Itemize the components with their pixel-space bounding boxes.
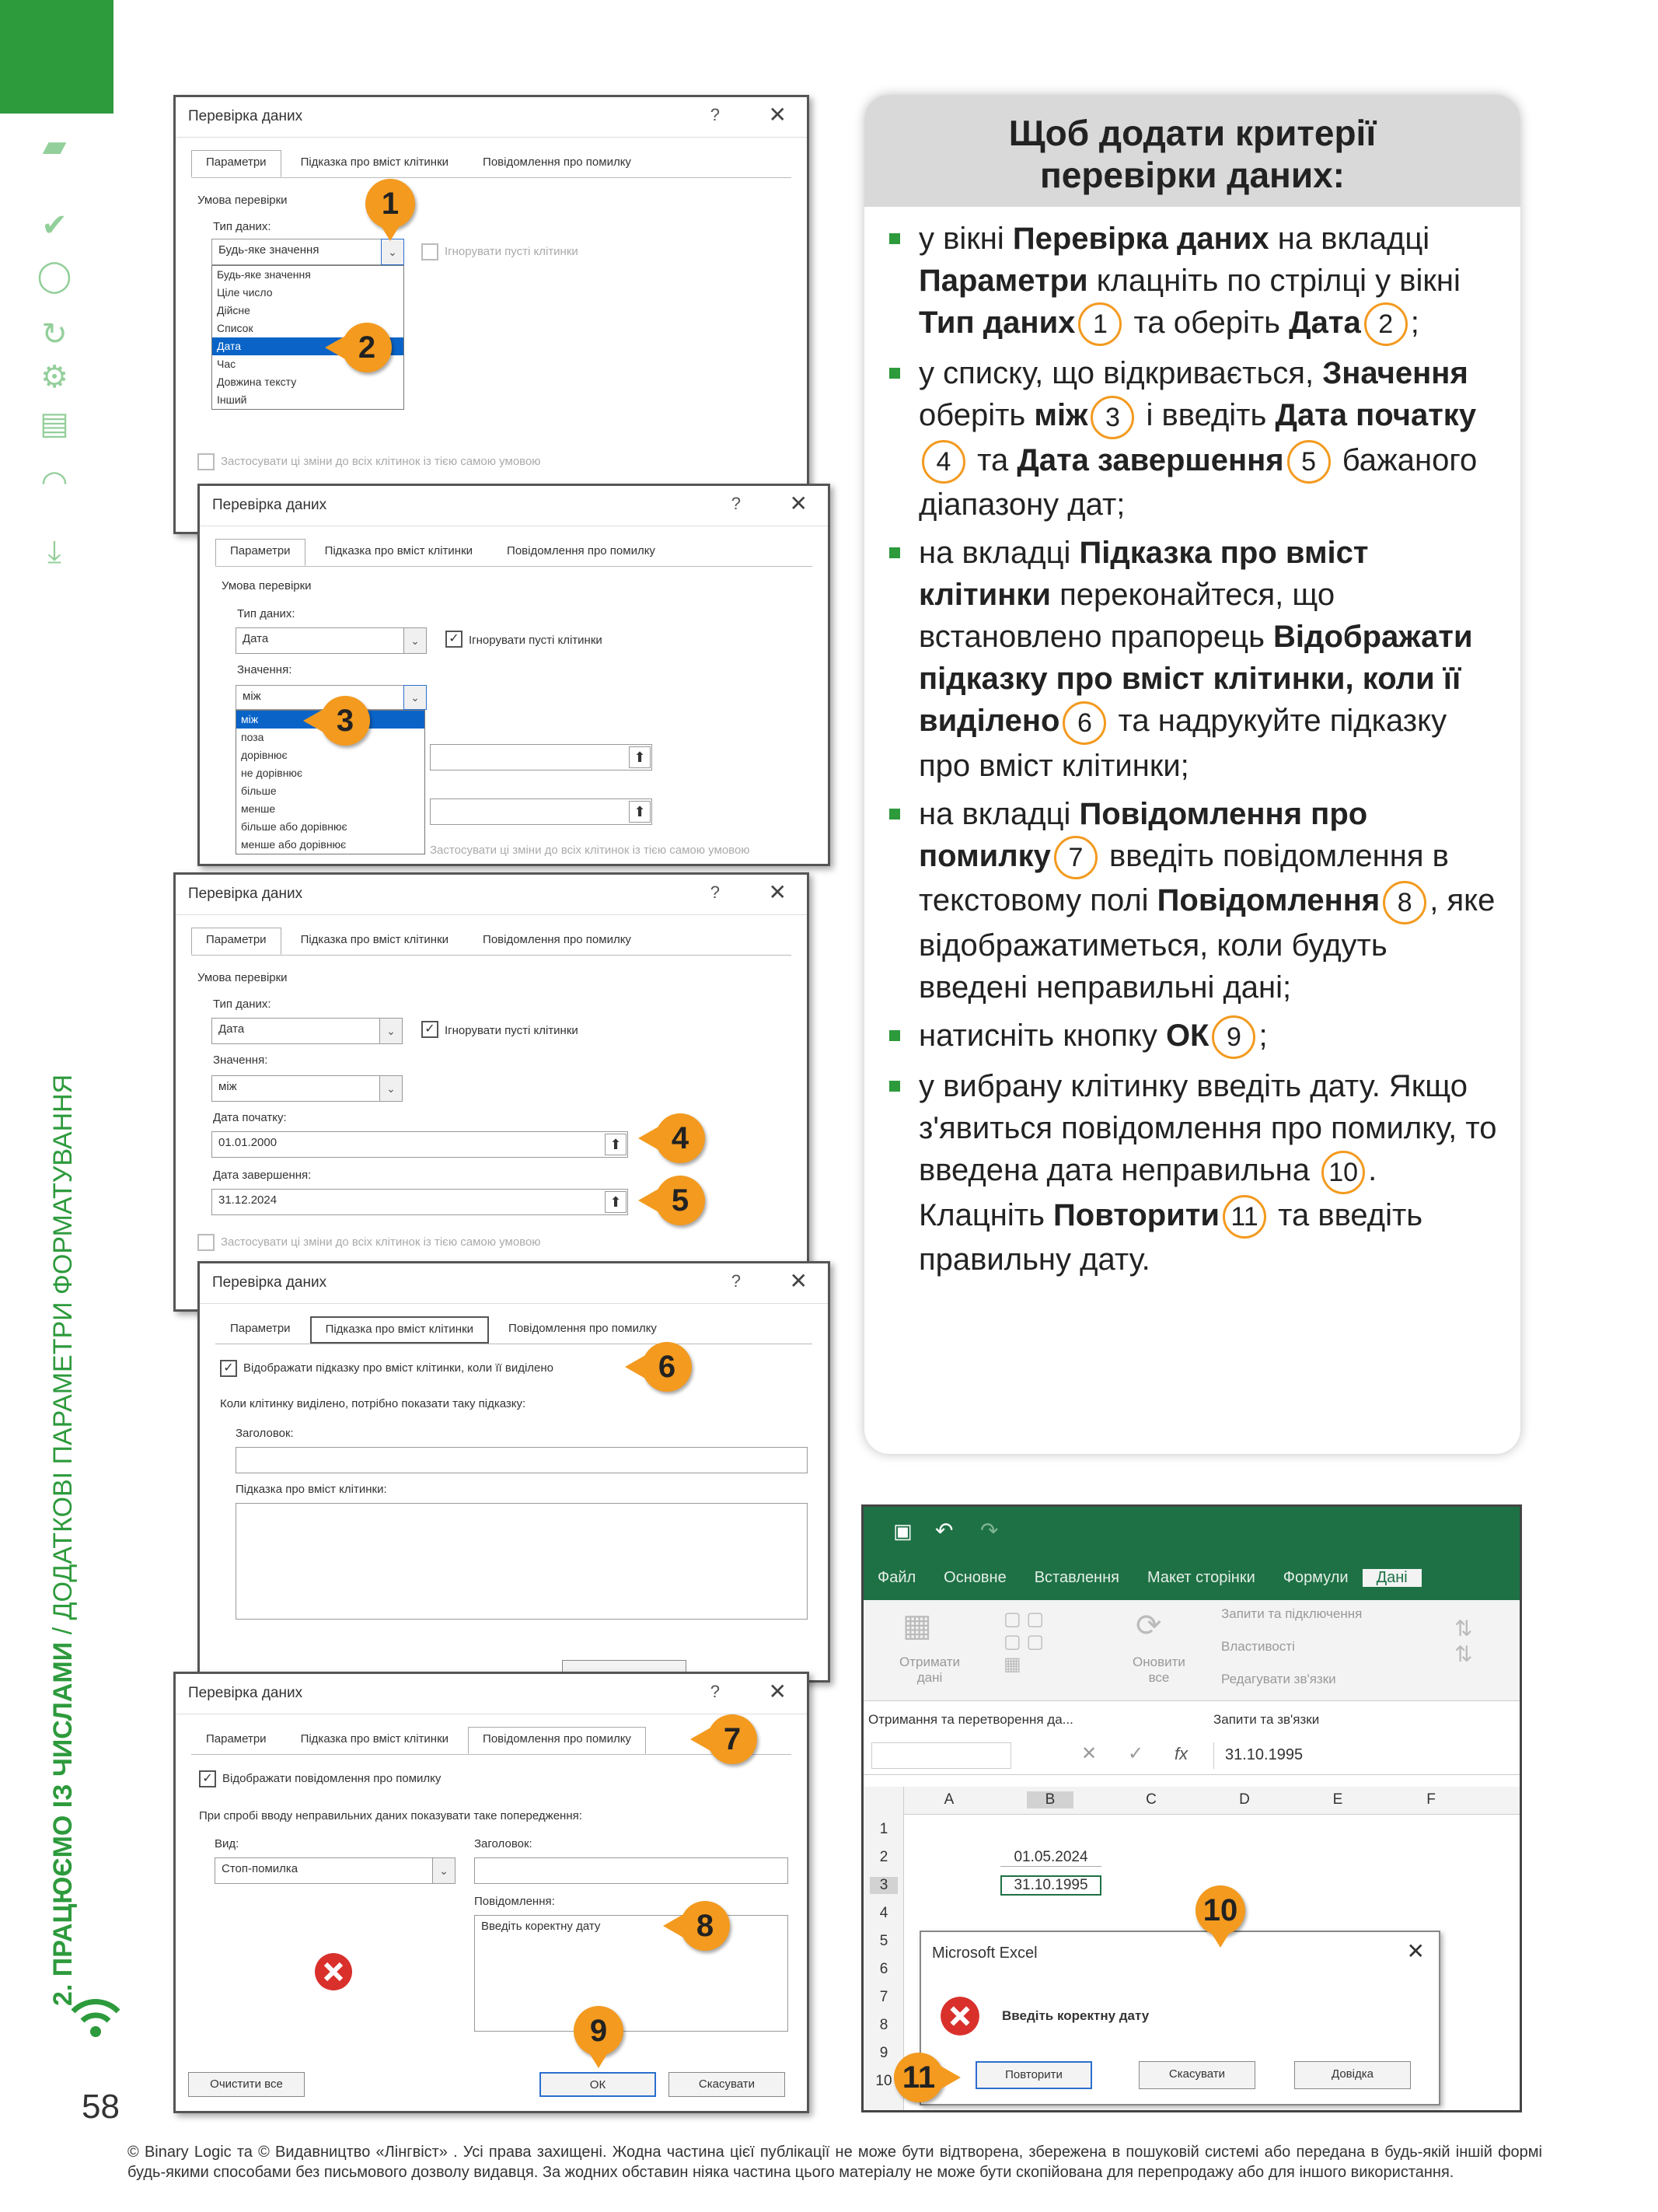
retry-button[interactable]: Повторити	[976, 2061, 1092, 2089]
step-number: 9	[1212, 1015, 1255, 1059]
list-item: у вибрану клітинку введіть дату. Якщо з'явиться повідомлення про помилку, то введена дата неправильна 10 . Клацніть Повторити 11 та введіть правильну дату.	[888, 1065, 1497, 1281]
excel-window	[861, 1504, 1522, 2112]
group-get-transform: Отримання та перетворення да...	[868, 1712, 1073, 1727]
hint-heading-input[interactable]	[236, 1447, 808, 1473]
dialog-title: Перевірка даних	[212, 1274, 327, 1291]
list-item[interactable]: Дійсне	[217, 304, 250, 316]
get-data-button[interactable]: Отримати дані	[899, 1655, 960, 1685]
formula-input[interactable]: 31.10.1995	[1213, 1742, 1517, 1769]
show-hint-checkbox[interactable]: ✓	[220, 1360, 237, 1377]
help-icon[interactable]: ?	[710, 1682, 720, 1701]
range-select-icon[interactable]: ⬆	[605, 1191, 627, 1213]
column-f[interactable]: F	[1426, 1791, 1436, 1808]
list-item[interactable]: менше або дорівнює	[241, 838, 347, 851]
instruction-list	[888, 218, 1497, 1287]
list-item: натисніть кнопку ОК 9 ;	[888, 1015, 1497, 1059]
help-icon[interactable]: ?	[710, 882, 720, 902]
apply-all-checkbox[interactable]	[197, 453, 215, 470]
list-item: на вкладці Повідомлення про помилку 7 введіть повідомлення в текстовому полі Повідомлення 8 , яке відображатиметься, коли будуть введені неправильні дані;	[888, 793, 1497, 1008]
badge-10: 10	[1196, 1885, 1245, 1935]
start-date-field[interactable]: 01.01.2000	[211, 1131, 628, 1158]
save-icon[interactable]: ▣	[893, 1519, 913, 1543]
data-type-select[interactable]: Дата	[211, 1018, 401, 1044]
tab-data[interactable]: Дані	[1363, 1569, 1422, 1587]
column-b[interactable]: B	[1027, 1791, 1073, 1808]
error-heading-input[interactable]	[474, 1857, 788, 1884]
check-icon: ✔	[41, 208, 68, 243]
help-icon[interactable]: ?	[731, 494, 741, 513]
instructions-panel	[864, 95, 1520, 1454]
data-type-select[interactable]: Будь-яке значення	[211, 239, 390, 265]
list-item[interactable]: більше або дорівнює	[241, 820, 347, 833]
badge-1: 1	[365, 179, 415, 229]
values-select[interactable]: між	[211, 1075, 401, 1102]
list-item[interactable]: Довжина тексту	[217, 376, 297, 388]
tab-params[interactable]: Параметри	[206, 1732, 267, 1745]
list-item-selected[interactable]: Дата	[212, 337, 403, 355]
tab-home[interactable]: Основне	[944, 1569, 1007, 1586]
tab-file[interactable]: Файл	[878, 1569, 916, 1586]
get-data-icon[interactable]: ▦	[902, 1609, 932, 1643]
download-icon: ⤓	[47, 535, 61, 569]
values-label: Значення:	[213, 1054, 268, 1067]
fx-icon[interactable]: fx	[1175, 1744, 1189, 1763]
section-label: 2. ПРАЦЮЄМО ІЗ ЧИСЛАМИ / ДОДАТКОВІ ПАРАМЕТРИ ФОРМАТУВАННЯ	[48, 1074, 78, 2006]
message-label: Повідомлення:	[474, 1895, 555, 1908]
excel-titlebar	[864, 1507, 1520, 1616]
redo-icon[interactable]: ↷	[980, 1518, 999, 1543]
list-item[interactable]: поза	[241, 731, 264, 743]
panel-title: Щоб додати критерії перевірки даних:	[864, 95, 1520, 207]
gear-icon: ⚙	[40, 360, 68, 394]
values-label: Значення:	[237, 663, 292, 676]
ignore-blank-label: Ігнорувати пусті клітинки	[469, 634, 602, 647]
properties-button[interactable]: Властивості	[1221, 1639, 1295, 1654]
tab-params[interactable]: Параметри	[230, 1322, 291, 1335]
tab-hint[interactable]: Підказка про вміст клітинки	[310, 1316, 489, 1344]
dropdown-arrow-icon[interactable]: ⌄	[381, 239, 404, 265]
step-number: 1	[1078, 302, 1122, 346]
range-select-icon[interactable]: ⬆	[605, 1134, 627, 1155]
ok-button[interactable]: ОК	[539, 2072, 656, 2097]
dropdown-arrow-icon[interactable]: ⌄	[432, 1857, 456, 1884]
tab-hint[interactable]: Підказка про вміст клітинки	[324, 544, 473, 557]
book-icon: ▰	[42, 129, 67, 163]
ignore-blank-checkbox[interactable]: ✓	[445, 631, 462, 648]
row-number[interactable]: 8	[879, 2017, 888, 2033]
dialog-1	[173, 95, 809, 534]
group-queries: Запити та зв'язки	[1213, 1712, 1320, 1727]
list-item[interactable]: Список	[217, 322, 253, 334]
close-icon[interactable]: ✕	[1406, 1939, 1425, 1963]
help-button[interactable]: Довідка	[1294, 2061, 1411, 2089]
row-number[interactable]: 2	[879, 1849, 888, 1865]
end-date-field[interactable]: 31.12.2024	[211, 1189, 628, 1215]
tab-error[interactable]: Повідомлення про помилку	[508, 1322, 657, 1335]
dialog-4	[197, 1261, 830, 1683]
row-number[interactable]: 7	[879, 1989, 888, 2005]
cancel-button[interactable]: Скасувати	[1139, 2061, 1255, 2089]
tab-params[interactable]: Параметри	[215, 539, 305, 566]
end-date-field[interactable]	[430, 798, 652, 825]
dialog-2	[197, 484, 830, 866]
dropdown-arrow-icon[interactable]: ⌄	[403, 685, 427, 710]
close-icon[interactable]: ✕	[768, 103, 787, 127]
close-icon[interactable]: ✕	[768, 880, 787, 904]
msg-title: Microsoft Excel	[932, 1945, 1038, 1962]
ignore-blank-checkbox[interactable]: ✓	[421, 1021, 438, 1038]
cancel-button[interactable]: Скасувати	[668, 2072, 785, 2097]
range-select-icon[interactable]: ⬆	[629, 746, 651, 768]
dialog-title: Перевірка даних	[188, 108, 303, 124]
queries-button[interactable]: Запити та підключення	[1221, 1606, 1363, 1621]
tab-hint[interactable]: Підказка про вміст клітинки	[300, 156, 449, 169]
show-error-checkbox[interactable]: ✓	[199, 1770, 216, 1787]
step-number: 10	[1321, 1151, 1365, 1194]
help-icon[interactable]: ?	[731, 1271, 741, 1291]
step-number: 3	[1091, 396, 1134, 439]
badge-6: 6	[642, 1342, 692, 1392]
tab-error[interactable]: Повідомлення про помилку	[483, 156, 631, 169]
dialog-title: Перевірка даних	[188, 1685, 303, 1701]
ignore-blank-label: Ігнорувати пусті клітинки	[445, 245, 578, 258]
step-number: 6	[1063, 701, 1106, 745]
badge-11: 11	[894, 2053, 944, 2102]
confirm-icon[interactable]: ✓	[1128, 1743, 1144, 1764]
copyright-footer: © Binary Logic та © Видавництво «Лінгвіст» . Усі права захищені. Жодна частина цієї публікації не може бути відтворена, збережена в пошуковій системі або передана в будь-якій іншій формі будь-якими способами без письмового дозволу видавця. За жодних обставин ніяка частина цього матеріалу не може бути скопійована для перепродажу або для іншого використання.	[127, 2144, 1542, 2181]
help-icon[interactable]: ?	[710, 105, 720, 124]
column-a[interactable]: A	[944, 1791, 955, 1808]
data-type-label: Тип даних:	[237, 607, 295, 620]
apply-all-checkbox[interactable]	[197, 1234, 215, 1251]
apply-all-label: Застосувати ці зміни до всіх клітинок із тією самою умовою	[221, 455, 541, 468]
close-icon[interactable]: ✕	[768, 1679, 787, 1704]
values-select[interactable]: між	[236, 685, 425, 710]
badge-2: 2	[342, 323, 392, 372]
badge-9: 9	[574, 2006, 623, 2056]
apply-all-label: Застосувати ці зміни до всіх клітинок із тією самою умовою	[221, 1235, 541, 1249]
list-item[interactable]: менше	[241, 802, 276, 815]
close-icon[interactable]: ✕	[789, 491, 808, 515]
tab-layout[interactable]: Макет сторінки	[1147, 1569, 1255, 1586]
ribbon	[864, 1600, 1520, 1701]
clear-all-button[interactable]: Очистити все	[188, 2072, 305, 2097]
list-item: у списку, що відкривається, Значення оберіть між 3 і введіть Дата початку4 та Дата завершення 5 бажаного діапазону дат;	[888, 352, 1497, 526]
tab-error[interactable]: Повідомлення про помилку	[507, 544, 655, 557]
badge-7: 7	[707, 1714, 757, 1764]
refresh-icon[interactable]: ⟳	[1136, 1609, 1162, 1643]
refresh-all-button[interactable]: Оновити все	[1133, 1655, 1185, 1685]
row-number[interactable]: 5	[879, 1933, 888, 1949]
list-item[interactable]: Ціле число	[217, 286, 273, 299]
bulb-icon: ◯	[37, 259, 72, 293]
criteria-label: Умова перевірки	[222, 579, 312, 592]
hint-text-label: Підказка про вміст клітинки:	[236, 1483, 387, 1496]
sort-icon[interactable]: ⇅ ⇅	[1454, 1616, 1473, 1666]
cell-b2[interactable]: 01.05.2024	[1000, 1849, 1101, 1867]
list-item[interactable]: дорівнює	[241, 749, 288, 761]
list-item: у вікні Перевірка даних на вкладці Параметри клацніть по стрілці у вікні Тип даних 1 та оберіть Дата 2 ;	[888, 218, 1497, 346]
tab-params[interactable]: Параметри	[191, 150, 281, 177]
row-number[interactable]: 1	[879, 1821, 888, 1837]
tab-params[interactable]: Параметри	[191, 928, 281, 955]
error-icon	[938, 1994, 982, 2038]
document-icon: ▤	[40, 407, 69, 441]
step-number: 11	[1223, 1195, 1266, 1239]
page-number: 58	[82, 2088, 120, 2126]
badge-5: 5	[655, 1176, 705, 1225]
step-number: 8	[1383, 881, 1426, 924]
step-number: 2	[1364, 302, 1408, 346]
apply-all-label: Застосувати ці зміни до всіх клітинок із тією самою умовою	[430, 844, 750, 857]
column-c[interactable]: C	[1146, 1791, 1157, 1808]
cell-b3[interactable]: 31.10.1995	[1000, 1875, 1101, 1896]
row-number[interactable]: 10	[875, 2073, 892, 2089]
dialog-3	[173, 872, 809, 1312]
wifi-icon: ◠	[40, 465, 68, 499]
on-invalid-label: При спробі вводу неправильних даних показувати таке попередження:	[199, 1809, 582, 1822]
excel-error-dialog	[920, 1931, 1440, 2105]
ignore-blank-checkbox[interactable]	[421, 243, 438, 260]
heading-label: Заголовок:	[474, 1837, 532, 1850]
corner-accent	[0, 0, 113, 114]
dropdown-arrow-icon[interactable]: ⌄	[379, 1075, 403, 1102]
step-number: 4	[922, 440, 965, 484]
criteria-label: Умова перевірки	[197, 971, 288, 984]
tab-hint[interactable]: Підказка про вміст клітинки	[300, 1732, 449, 1745]
refresh-icon: ↻	[41, 317, 68, 351]
badge-4: 4	[655, 1113, 705, 1163]
list-item[interactable]: не дорівнює	[241, 767, 303, 779]
start-date-field[interactable]	[430, 744, 652, 771]
step-number: 5	[1287, 440, 1331, 484]
data-type-label: Тип даних:	[213, 998, 271, 1011]
column-d[interactable]: D	[1239, 1791, 1250, 1808]
when-selected-label: Коли клітинку виділено, потрібно показати таку підказку:	[220, 1397, 526, 1410]
close-icon[interactable]: ✕	[789, 1269, 808, 1293]
tab-formulas[interactable]: Формули	[1283, 1569, 1349, 1586]
edit-links-button[interactable]: Редагувати зв'язки	[1221, 1672, 1336, 1686]
wifi-logo-icon	[68, 1987, 123, 2041]
start-date-label: Дата початку:	[213, 1111, 287, 1124]
list-item[interactable]: Час	[217, 358, 236, 370]
hint-text-input[interactable]	[236, 1503, 808, 1620]
row-number[interactable]: 4	[879, 1905, 888, 1921]
heading-label: Заголовок:	[236, 1427, 294, 1440]
dialog-title: Перевірка даних	[188, 886, 303, 902]
list-item: на вкладці Підказка про вміст клітинки переконайтеся, що встановлено прапорець Відображати підказку про вміст клітинки, коли її виділено 6 та надрукуйте підказку про вміст клітинки;	[888, 532, 1497, 786]
show-error-label: Відображати повідомлення про помилку	[222, 1772, 442, 1785]
style-label: Вид:	[215, 1837, 239, 1850]
cancel-icon[interactable]: ✕	[1081, 1743, 1098, 1764]
row-number[interactable]: 3	[870, 1877, 898, 1894]
step-number: 7	[1054, 836, 1098, 879]
criteria-label: Умова перевірки	[197, 194, 288, 207]
tab-error[interactable]: Повідомлення про помилку	[483, 933, 631, 946]
ignore-blank-label: Ігнорувати пусті клітинки	[445, 1024, 578, 1037]
list-item[interactable]: більше	[241, 785, 277, 797]
row-number[interactable]: 9	[879, 2045, 888, 2061]
end-date-label: Дата завершення:	[213, 1169, 312, 1182]
row-number[interactable]: 6	[879, 1961, 888, 1977]
ribbon-tabs	[864, 1569, 1520, 1587]
undo-icon[interactable]: ↶	[935, 1518, 954, 1543]
style-select[interactable]: Стоп-помилка	[215, 1857, 456, 1884]
show-hint-label: Відображати підказку про вміст клітинки, коли її виділено	[243, 1361, 554, 1375]
list-item-selected[interactable]: між	[236, 711, 424, 729]
badge-3: 3	[320, 696, 370, 746]
column-e[interactable]: E	[1332, 1791, 1343, 1808]
list-item[interactable]: Будь-яке значення	[217, 268, 311, 281]
tab-error[interactable]: Повідомлення про помилку	[468, 1727, 646, 1754]
data-type-label: Тип даних:	[213, 220, 271, 233]
tab-hint[interactable]: Підказка про вміст клітинки	[300, 933, 449, 946]
tab-insert[interactable]: Вставлення	[1034, 1569, 1119, 1586]
badge-8: 8	[680, 1901, 730, 1951]
range-select-icon[interactable]: ⬆	[629, 801, 651, 823]
data-type-select[interactable]: Дата	[236, 627, 425, 654]
list-item[interactable]: Інший	[217, 393, 247, 406]
dropdown-arrow-icon[interactable]: ⌄	[403, 627, 427, 654]
file-icons: ▢ ▢ ▢ ▢ ▦	[1004, 1609, 1045, 1675]
msg-text: Введіть коректну дату	[1002, 2008, 1150, 2023]
error-message-input[interactable]: Введіть коректну дату	[474, 1915, 788, 2032]
stop-error-icon	[312, 1951, 354, 1993]
dialog-title: Перевірка даних	[212, 497, 327, 513]
dropdown-arrow-icon[interactable]: ⌄	[379, 1018, 403, 1044]
